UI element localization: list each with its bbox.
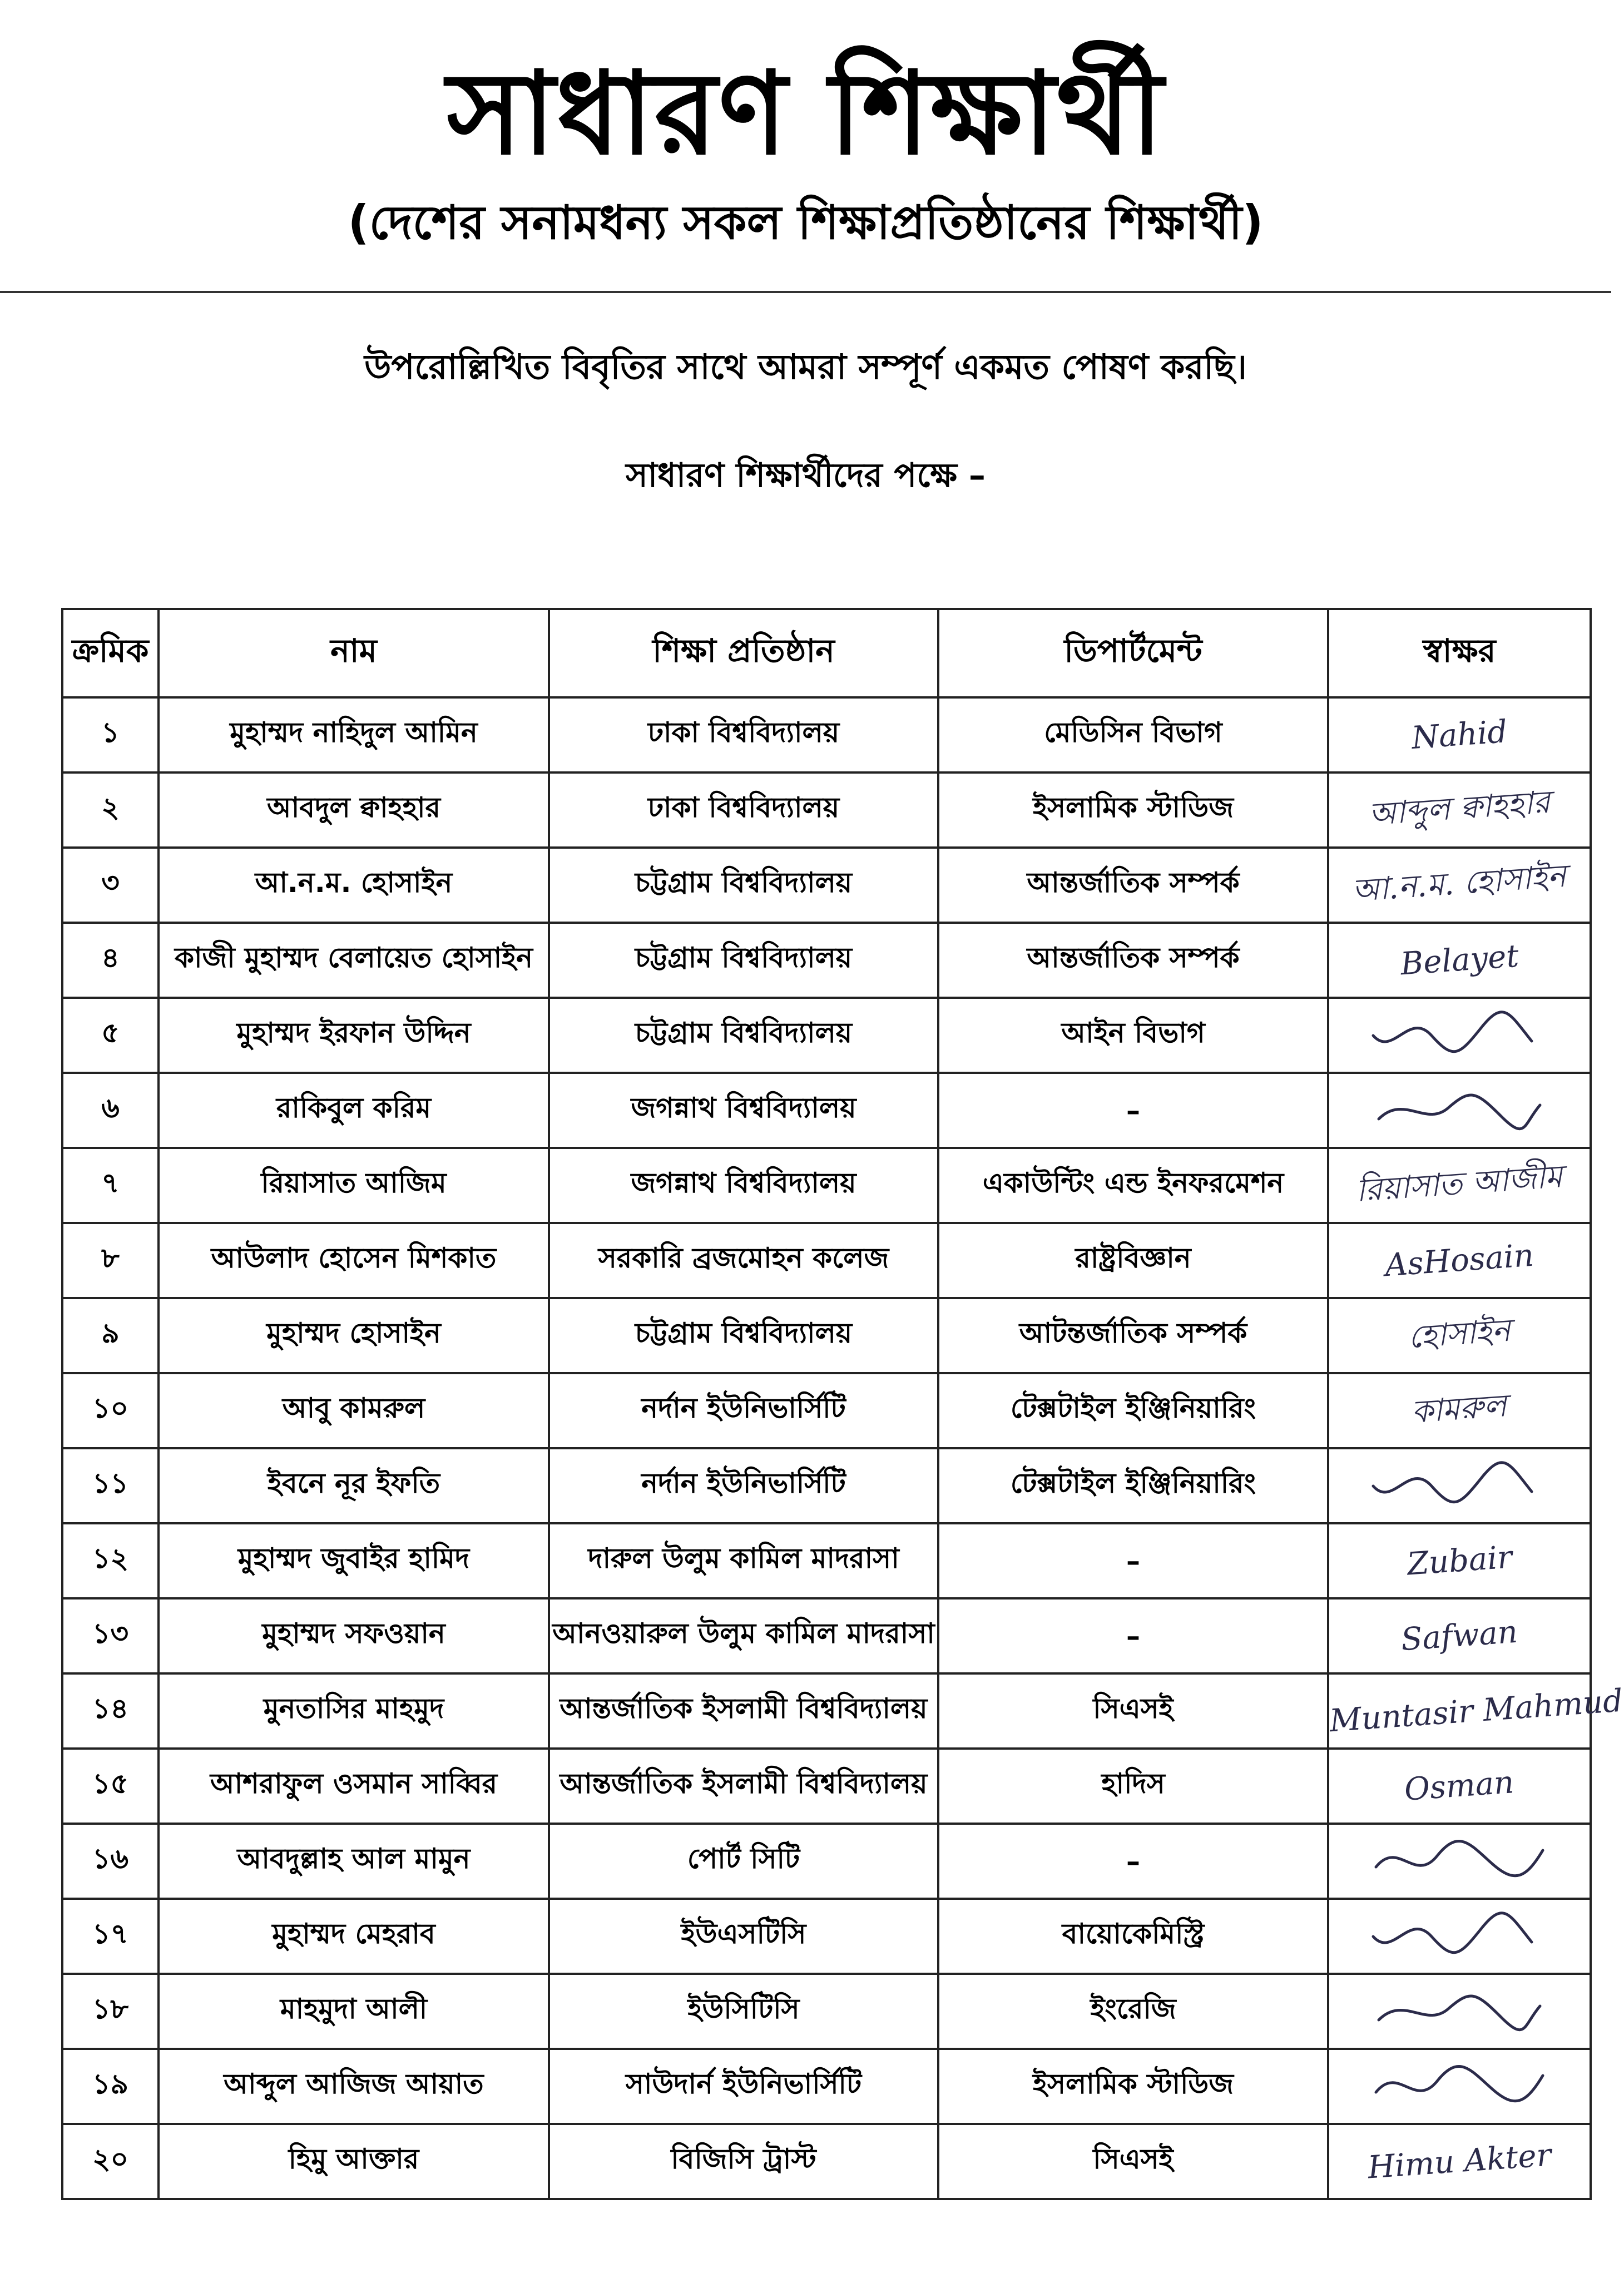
- serial-cell: ৪: [62, 923, 159, 998]
- serial-cell: ১১: [62, 1448, 159, 1523]
- department-cell: –: [938, 1523, 1328, 1598]
- table-row: [62, 1148, 1591, 1223]
- institution-cell: ঢাকা বিশ্ববিদ্যালয়: [549, 772, 938, 848]
- name-cell: আ.ন.ম. হোসাইন: [159, 848, 549, 923]
- serial-cell: ২: [62, 772, 159, 848]
- table-row: [62, 998, 1591, 1073]
- department-cell: ইংরেজি: [938, 1974, 1328, 2049]
- signature-mark: [1365, 2059, 1554, 2114]
- signature-cell: [1328, 1523, 1591, 1598]
- signature-text: Nahid: [1410, 714, 1509, 756]
- serial-cell: ৫: [62, 998, 159, 1073]
- department-cell: টেক্সটাইল ইঞ্জিনিয়ারিং: [938, 1448, 1328, 1523]
- signature-cell: [1328, 848, 1591, 923]
- name-cell: মুহাম্মদ মেহরাব: [159, 1899, 549, 1974]
- institution-cell: সরকারি ব্রজমোহন কলেজ: [549, 1223, 938, 1298]
- name-cell: রিয়াসাত আজিম: [159, 1148, 549, 1223]
- institution-cell: আন্তর্জাতিক ইসলামী বিশ্ববিদ্যালয়: [549, 1749, 938, 1824]
- signature-cell: [1328, 1673, 1624, 1749]
- table-row: [62, 1899, 1591, 1974]
- table-row: [62, 1974, 1591, 2049]
- table-row: [62, 1298, 1591, 1373]
- table-row: [62, 2124, 1591, 2199]
- signature-mark: [1365, 1909, 1554, 1964]
- institution-cell: চট্টগ্রাম বিশ্ববিদ্যালয়: [549, 1298, 938, 1373]
- name-cell: হিমু আক্তার: [159, 2124, 549, 2199]
- name-cell: ইবনে নূর ইফতি: [159, 1448, 549, 1523]
- institution-cell: ঢাকা বিশ্ববিদ্যালয়: [549, 697, 938, 772]
- signature-cell: [1328, 772, 1591, 848]
- institution-cell: জগন্নাথ বিশ্ববিদ্যালয়: [549, 1073, 938, 1148]
- table-row: [62, 1448, 1591, 1523]
- serial-cell: ২০: [62, 2124, 159, 2199]
- page-title: সাধারণ শিক্ষার্থী: [447, 48, 1165, 180]
- signature-cell: [1328, 697, 1591, 772]
- signature-text: Safwan: [1400, 1613, 1519, 1658]
- table-row: [62, 1223, 1591, 1298]
- department-cell: টেক্সটাইল ইঞ্জিনিয়ারিং: [938, 1373, 1328, 1448]
- signature-text: Muntasir Mahmud: [1328, 1682, 1624, 1740]
- table-row: [62, 923, 1591, 998]
- signature-text: Zubair: [1405, 1539, 1513, 1583]
- serial-cell: ১৫: [62, 1749, 159, 1824]
- signature-text: Himu Akter: [1366, 2137, 1553, 2186]
- signature-mark: [1365, 1984, 1554, 2039]
- department-cell: –: [938, 1598, 1328, 1673]
- signature-mark: [1365, 1008, 1554, 1063]
- serial-cell: ১৪: [62, 1673, 159, 1749]
- table-row: [62, 772, 1591, 848]
- name-cell: মুনতাসির মাহমুদ: [159, 1673, 549, 1749]
- institution-cell: পোর্ট সিটি: [549, 1824, 938, 1899]
- signature-cell: [1328, 1373, 1591, 1448]
- signature-text: আব্দুল ক্বাহহার: [1367, 784, 1551, 833]
- department-cell: ইসলামিক স্টাডিজ: [938, 772, 1328, 848]
- table-row: [62, 1598, 1591, 1673]
- department-cell: আটন্তর্জাতিক সম্পর্ক: [938, 1298, 1328, 1373]
- institution-cell: ইউসিটিসি: [549, 1974, 938, 2049]
- department-cell: মেডিসিন বিভাগ: [938, 697, 1328, 772]
- department-cell: –: [938, 1824, 1328, 1899]
- name-cell: রাকিবুল করিম: [159, 1073, 549, 1148]
- serial-cell: ১০: [62, 1373, 159, 1448]
- serial-cell: ১৬: [62, 1824, 159, 1899]
- institution-cell: চট্টগ্রাম বিশ্ববিদ্যালয়: [549, 848, 938, 923]
- department-cell: একাউন্টিং এন্ড ইনফরমেশন: [938, 1148, 1328, 1223]
- table-row: [62, 1749, 1591, 1824]
- signature-cell: [1328, 1448, 1591, 1523]
- name-cell: আবু কামরুল: [159, 1373, 549, 1448]
- table-row: [62, 1523, 1591, 1598]
- name-cell: আবদুল্লাহ আল মামুন: [159, 1824, 549, 1899]
- signature-cell: [1328, 1899, 1591, 1974]
- name-cell: কাজী মুহাম্মদ বেলায়েত হোসাইন: [159, 923, 549, 998]
- institution-cell: নর্দান ইউনিভার্সিটি: [549, 1448, 938, 1523]
- name-cell: আউলাদ হোসেন মিশকাত: [159, 1223, 549, 1298]
- signature-cell: [1328, 1824, 1591, 1899]
- name-cell: মুহাম্মদ জুবাইর হামিদ: [159, 1523, 549, 1598]
- signature-cell: [1328, 1148, 1591, 1223]
- signature-cell: [1328, 1298, 1591, 1373]
- table-row: [62, 1373, 1591, 1448]
- name-cell: মুহাম্মদ সফওয়ান: [159, 1598, 549, 1673]
- signature-cell: [1328, 923, 1591, 998]
- institution-cell: আনওয়ারুল উলুম কামিল মাদরাসা: [549, 1598, 938, 1673]
- department-cell: বায়োকেমিস্ট্রি: [938, 1899, 1328, 1974]
- table-row: [62, 1073, 1591, 1148]
- signature-text: Osman: [1403, 1764, 1516, 1808]
- signature-cell: [1328, 1223, 1591, 1298]
- signature-cell: [1328, 2124, 1591, 2199]
- serial-cell: ৯: [62, 1298, 159, 1373]
- department-cell: ইসলামিক স্টাডিজ: [938, 2049, 1328, 2124]
- column-header-serial: ক্রমিক: [62, 609, 159, 697]
- signature-mark: [1365, 1458, 1554, 1514]
- serial-cell: ৭: [62, 1148, 159, 1223]
- department-cell: আইন বিভাগ: [938, 998, 1328, 1073]
- name-cell: মুহাম্মদ নাহিদুল আমিন: [159, 697, 549, 772]
- signature-cell: [1328, 1073, 1591, 1148]
- serial-cell: ১৩: [62, 1598, 159, 1673]
- table-row: [62, 1673, 1591, 1749]
- signature-text: রিয়াসাত আজীম: [1355, 1158, 1564, 1209]
- institution-cell: দারুল উলুম কামিল মাদরাসা: [549, 1523, 938, 1598]
- department-cell: সিএসই: [938, 2124, 1328, 2199]
- serial-cell: ৬: [62, 1073, 159, 1148]
- column-header-institution: শিক্ষা প্রতিষ্ঠান: [549, 609, 938, 697]
- signature-text: হোসাইন: [1407, 1312, 1512, 1355]
- signature-text: কামরুল: [1410, 1387, 1508, 1430]
- signature-cell: [1328, 1749, 1591, 1824]
- signature-text: আ.ন.ম. হোসাইন: [1351, 858, 1568, 909]
- serial-cell: ৩: [62, 848, 159, 923]
- institution-cell: আন্তর্জাতিক ইসলামী বিশ্ববিদ্যালয়: [549, 1673, 938, 1749]
- table-row: [62, 697, 1591, 772]
- on-behalf-text: সাধারণ শিক্ষার্থীদের পক্ষে –: [626, 456, 986, 495]
- name-cell: মুহাম্মদ হোসাইন: [159, 1298, 549, 1373]
- serial-cell: ১৯: [62, 2049, 159, 2124]
- signature-text: AsHosain: [1384, 1237, 1535, 1284]
- institution-cell: চট্টগ্রাম বিশ্ববিদ্যালয়: [549, 998, 938, 1073]
- department-cell: আন্তর্জাতিক সম্পর্ক: [938, 923, 1328, 998]
- page-subtitle: (দেশের সনামধন্য সকল শিক্ষাপ্রতিষ্ঠানের শিক্ষার্থী): [348, 195, 1264, 250]
- institution-cell: ইউএসটিসি: [549, 1899, 938, 1974]
- serial-cell: ১৮: [62, 1974, 159, 2049]
- signature-cell: [1328, 1598, 1591, 1673]
- department-cell: –: [938, 1073, 1328, 1148]
- name-cell: মাহমুদা আলী: [159, 1974, 549, 2049]
- department-cell: হাদিস: [938, 1749, 1328, 1824]
- column-header-department: ডিপার্টমেন্ট: [938, 609, 1328, 697]
- serial-cell: ৮: [62, 1223, 159, 1298]
- header-divider: [0, 291, 1611, 293]
- signature-cell: [1328, 998, 1591, 1073]
- serial-cell: ১২: [62, 1523, 159, 1598]
- column-header-signature: স্বাক্ষর: [1328, 609, 1591, 697]
- name-cell: আবদুল ক্বাহহার: [159, 772, 549, 848]
- serial-cell: ১: [62, 697, 159, 772]
- signature-mark: [1365, 1834, 1554, 1889]
- table-body: [62, 697, 1624, 2199]
- signature-cell: [1328, 2049, 1591, 2124]
- table-row: [62, 2049, 1591, 2124]
- statement-text: উপরোল্লিখিত বিবৃতির সাথে আমরা সম্পূর্ণ একমত পোষণ করছি।: [364, 346, 1247, 387]
- name-cell: আব্দুল আজিজ আয়াত: [159, 2049, 549, 2124]
- signature-mark: [1365, 1083, 1554, 1138]
- signatory-table: [61, 608, 1624, 2200]
- department-cell: সিএসই: [938, 1673, 1328, 1749]
- signature-cell: [1328, 1974, 1591, 2049]
- table-row: [62, 848, 1591, 923]
- column-header-name: নাম: [159, 609, 549, 697]
- institution-cell: জগন্নাথ বিশ্ববিদ্যালয়: [549, 1148, 938, 1223]
- department-cell: আন্তর্জাতিক সম্পর্ক: [938, 848, 1328, 923]
- signature-text: Belayet: [1399, 938, 1520, 983]
- institution-cell: বিজিসি ট্রাস্ট: [549, 2124, 938, 2199]
- institution-cell: নর্দান ইউনিভার্সিটি: [549, 1373, 938, 1448]
- serial-cell: ১৭: [62, 1899, 159, 1974]
- name-cell: মুহাম্মদ ইরফান উদ্দিন: [159, 998, 549, 1073]
- institution-cell: সাউদার্ন ইউনিভার্সিটি: [549, 2049, 938, 2124]
- name-cell: আশরাফুল ওসমান সাব্বির: [159, 1749, 549, 1824]
- department-cell: রাষ্ট্রবিজ্ঞান: [938, 1223, 1328, 1298]
- institution-cell: চট্টগ্রাম বিশ্ববিদ্যালয়: [549, 923, 938, 998]
- table-header-row: [62, 609, 1591, 697]
- table-row: [62, 1824, 1591, 1899]
